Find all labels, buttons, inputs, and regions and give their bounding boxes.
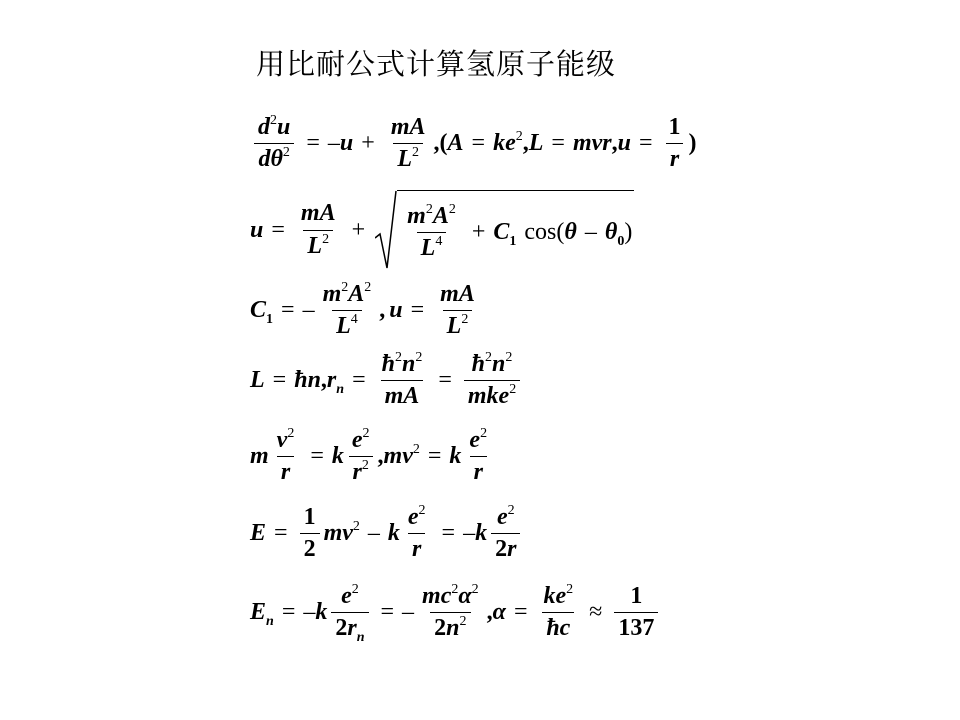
comment-close: )	[688, 130, 697, 157]
fine-structure-denominator: 137	[614, 612, 658, 641]
equation-general-solution: u = $\frac{mA}{L^2}$ + $\frac{m^2A^2}{L^4}$ + $C_1$ cos( θ – $\theta_0$ )	[250, 190, 636, 270]
comment-open: ,(	[433, 130, 448, 157]
equation-force-balance: m $\frac{v^2}{r}$ = k $\frac{e^2}{r^2}$ , $mv^2$ = k $\frac{e^2}{r}$	[250, 426, 488, 486]
page-title: 用比耐公式计算氢原子能级	[256, 47, 617, 81]
equation-binet-ode: $\frac{d^2u}{d\theta^2}$ = – u + $\frac{mA}{L^2}$ ,( A = $ke^2$ , L = mvr , u = $\frac{1}{r}$ )	[250, 115, 697, 172]
square-root: $\frac{m^2A^2}{L^4}$ + $C_1$ cos( θ – $\theta_0$ )	[375, 190, 634, 270]
equation-radius: L = ħn , $r_n$ = $\frac{ħ^2n^2}{mA}$ = $\frac{ħ^2n^2}{mke^2}$	[250, 352, 524, 409]
equation-energy: E = $\frac{1}{2}$ $mv^2$ – k $\frac{e^2}{r}$ = – k $\frac{e^2}{2r}$	[250, 505, 524, 562]
equation-c1: $C_1$ = – $\frac{m^2A^2}{L^4}$ , u = $\frac{mA}{L^2}$	[250, 280, 475, 340]
equation-energy-levels: $E_n$ = – k $\frac{e^2}{2r_n}$ = – $\frac{mc^2\alpha^2}{2n^2}$ , α = $\frac{ke^2}{ħc}$ ≈ $\frac{1}{137}$	[250, 584, 662, 641]
